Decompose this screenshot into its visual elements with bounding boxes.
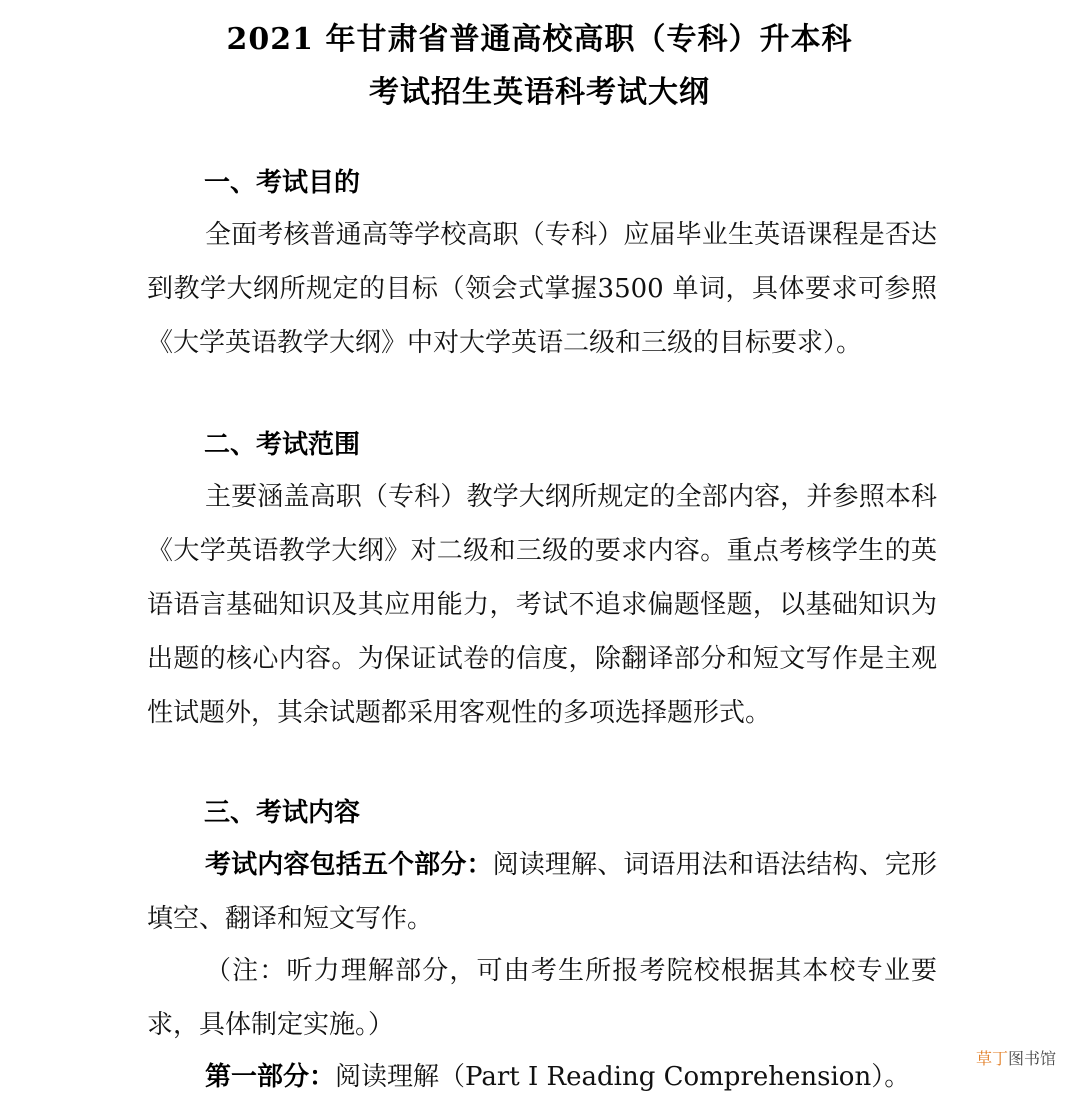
section3-intro-lead: 考试内容包括五个部分：: [205, 850, 493, 880]
section3-note: （注：听力理解部分，可由考生所报考院校根据其本校专业要求，具体制定实施。）: [147, 956, 937, 1040]
watermark: [976, 1048, 1056, 1070]
section1-body: 全面考核普通高等学校高职（专科）应届毕业生英语课程是否达到教学大纲所规定的目标（领会式掌握3500 单词，具体要求可参照《大学英语教学大纲》中对大学英语二级和三级的目标要求）。: [147, 220, 937, 358]
section3-heading: 三、考试内容: [204, 798, 361, 828]
part1-line: [147, 1050, 937, 1104]
section3-intro-rest: 阅读理解、词语用法和语法结构、完形填空、翻译和短文写作。: [147, 850, 937, 934]
part1-lead: 第一部分：: [205, 1062, 336, 1092]
watermark-part-b: 图书馆: [1008, 1049, 1057, 1068]
section2-body: 主要涵盖高职（专科）教学大纲所规定的全部内容，并参照本科《大学英语教学大纲》对二级和三级的要求内容。重点考核学生的英语语言基础知识及其应用能力，考试不追求偏题怪题，以基础知识为出题的核心内容。为保证试卷的信度，除翻译部分和短文写作是主观性试题外，其余试题都采用客观性的多项选择题形式。: [147, 482, 937, 728]
document-title-line1: 2021 年甘肃省普通高校高职（专科）升本科: [226, 22, 853, 57]
section1-heading: 一、考试目的: [204, 168, 361, 198]
document-title-line2: 考试招生英语科考试大纲: [369, 75, 710, 110]
section2-heading: 二、考试范围: [204, 430, 361, 460]
part1-rest: 阅读理解（Part I Reading Comprehension）。: [335, 1062, 911, 1092]
section3-intro: [147, 838, 937, 946]
watermark-part-a: 草丁: [976, 1049, 1009, 1068]
